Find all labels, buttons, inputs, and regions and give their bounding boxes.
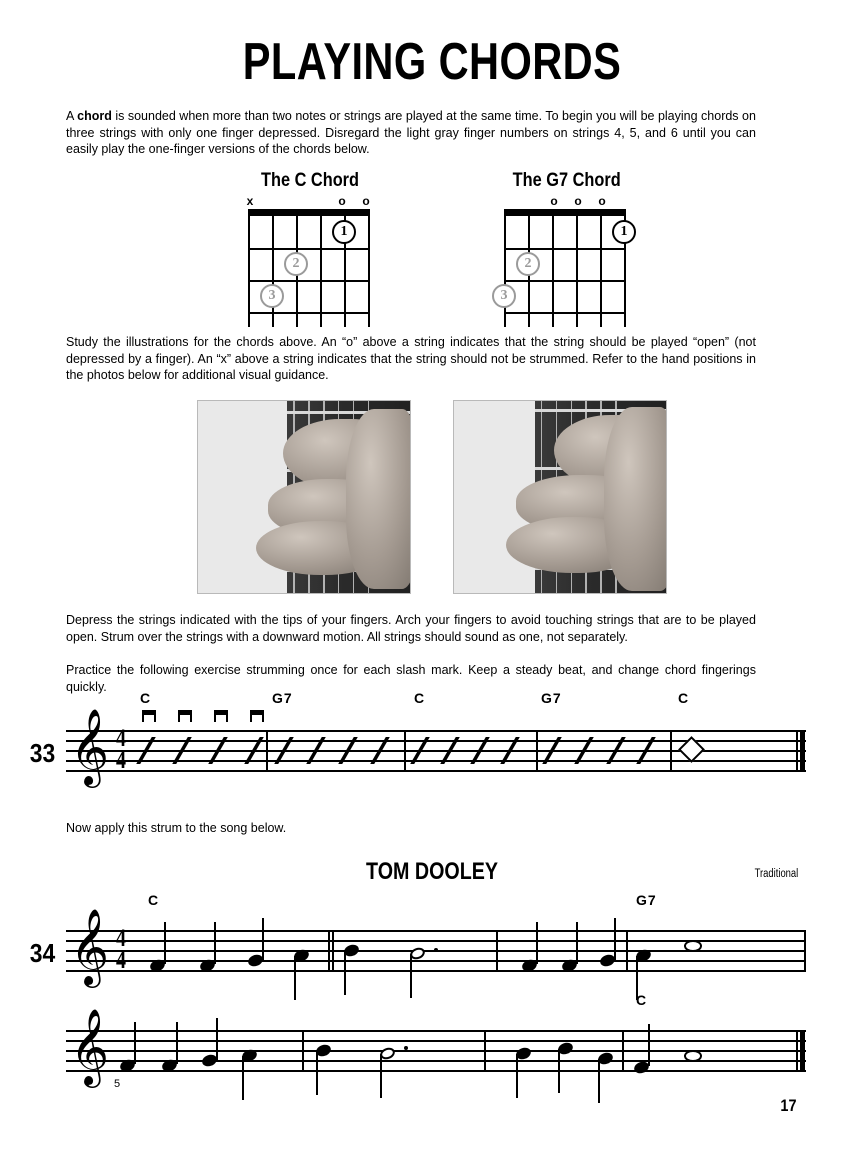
c-chord-title: The C Chord: [260, 170, 360, 191]
chord-label-m3: C: [414, 690, 426, 706]
chord-label-s1-m1: C: [148, 892, 160, 908]
barline: [796, 730, 798, 772]
barline: [332, 930, 334, 972]
fret-1-line: [504, 248, 626, 250]
barline: [670, 730, 672, 772]
string-4-line: [552, 216, 554, 327]
fretboard-grid: [248, 216, 370, 327]
finger-dot-2: 2: [516, 252, 540, 276]
string-5-line: [272, 216, 274, 327]
final-barline: [800, 730, 805, 772]
song-title: TOM DOOLEY: [366, 858, 498, 885]
depress-paragraph: Depress the strings indicated with the tips of your fingers. Arch your fingers to avoid touching strings that are to be played open. Strum over the strings with a downward motion. All strings should sound as one, not separately.: [66, 612, 756, 644]
time-sig-numerator: 4: [116, 725, 126, 752]
fret-2-line: [248, 280, 370, 282]
exercise-number-34: 34: [29, 938, 56, 968]
fretboard-grid: [500, 216, 628, 327]
mark-string-4: o: [550, 194, 558, 208]
final-barline: [800, 1030, 805, 1072]
song-system-2: [66, 992, 806, 1090]
barline: [404, 730, 406, 772]
chord-label-m1: C: [140, 690, 152, 706]
staff-line: [66, 1070, 806, 1072]
fret-1-line: [248, 248, 370, 250]
downstroke-icon: [142, 710, 156, 722]
downstroke-icon: [250, 710, 264, 722]
now-apply-paragraph: Now apply this strum to the song below.: [66, 820, 287, 835]
staff-line: [66, 970, 806, 972]
time-sig-denominator: 4: [116, 947, 126, 974]
barline: [536, 730, 538, 772]
intro-rest: is sounded when more than two notes or strings are played at the same time. To begin you will be playing chords on three strings with only one finger depressed. Disregard the light gray finger numbers on strings 4, 5, and 6 until you can easily play the one-finger versions of the chords below.: [66, 108, 756, 156]
finger-dot-2: 2: [284, 252, 308, 276]
chord-label-m2: G7: [272, 690, 293, 706]
intro-paragraph: [66, 108, 756, 158]
g7-chord-open-marks: [504, 194, 628, 209]
song-credit: Traditional: [754, 868, 798, 880]
page-number: 17: [780, 1096, 797, 1115]
treble-clef-icon: 𝄞: [70, 708, 110, 785]
treble-clef-icon: 𝄞: [70, 908, 110, 985]
barline: [328, 930, 330, 972]
nut: [248, 209, 370, 216]
g7-chord-title: The G7 Chord: [512, 170, 621, 191]
exercise-33-system: [29, 690, 806, 785]
chord-label-s1-m4: G7: [636, 892, 657, 908]
time-sig-numerator: 4: [116, 925, 126, 952]
c-chord-open-marks: [248, 194, 372, 209]
time-sig-denominator: 4: [116, 747, 126, 774]
staff-line: [66, 930, 806, 932]
intro-bold-chord: chord: [77, 108, 112, 123]
g7-chord-diagram: [500, 170, 628, 327]
study-paragraph: Study the illustrations for the chords above. An “o” above a string indicates that the string should be played “open” (not depressed by a finger). An “x” above a string indicates that the string should not be strummed. Refer to the hand positions in the photos below for additional visual guidance.: [66, 334, 756, 382]
barline: [796, 1030, 798, 1072]
finger-dot-3: 3: [492, 284, 516, 308]
time-signature: [112, 725, 130, 774]
downstroke-icon: [178, 710, 192, 722]
nut: [504, 209, 626, 216]
staff-line: [66, 730, 806, 732]
fret-3-line: [504, 312, 626, 314]
barline: [484, 1030, 486, 1072]
palm-shape: [346, 409, 411, 589]
downstroke-icon: [214, 710, 228, 722]
chord-label-s2-m4: C: [636, 992, 648, 1008]
measure-number: 5: [114, 1078, 121, 1090]
string-6-line: [248, 216, 250, 327]
song-system-1: [29, 892, 806, 985]
fret-2-line: [504, 280, 626, 282]
staff-line: [66, 960, 806, 962]
finger-dot-1: 1: [332, 220, 356, 244]
chord-label-m5: C: [678, 690, 690, 706]
barline: [804, 930, 806, 972]
finger-dot-1: 1: [612, 220, 636, 244]
string-1-line: [368, 216, 370, 327]
string-6-line: [504, 216, 506, 327]
c-chord-hand-photo: [197, 400, 411, 594]
intro-lead: A: [66, 108, 78, 123]
mark-string-3: o: [574, 194, 582, 208]
c-chord-grid: [248, 209, 372, 327]
c-chord-diagram: [248, 170, 372, 327]
g7-chord-grid: [500, 209, 628, 327]
treble-clef-icon: 𝄞: [70, 1008, 110, 1085]
g7-chord-hand-photo: [453, 400, 667, 594]
palm-shape: [604, 407, 667, 591]
mark-string-1: o: [362, 194, 370, 208]
barline: [302, 1030, 304, 1072]
exercise-number-33: 33: [29, 738, 56, 768]
barline: [496, 930, 498, 972]
barline: [266, 730, 268, 772]
string-3-line: [320, 216, 322, 327]
time-signature: [112, 925, 130, 974]
mark-string-2: o: [598, 194, 606, 208]
barline: [622, 1030, 624, 1072]
string-2-line: [600, 216, 602, 327]
barline: [626, 930, 628, 972]
page-title: PLAYING CHORDS: [242, 33, 622, 91]
finger-dot-3: 3: [260, 284, 284, 308]
practice-paragraph: Practice the following exercise strumming once for each slash mark. Keep a steady beat, and change chord fingerings quickly.: [66, 662, 756, 694]
mark-string-6: x: [246, 194, 254, 208]
staff-line: [66, 770, 806, 772]
mark-string-2: o: [338, 194, 346, 208]
chord-label-m4: G7: [541, 690, 562, 706]
fret-3-line: [248, 312, 370, 314]
string-3-line: [576, 216, 578, 327]
